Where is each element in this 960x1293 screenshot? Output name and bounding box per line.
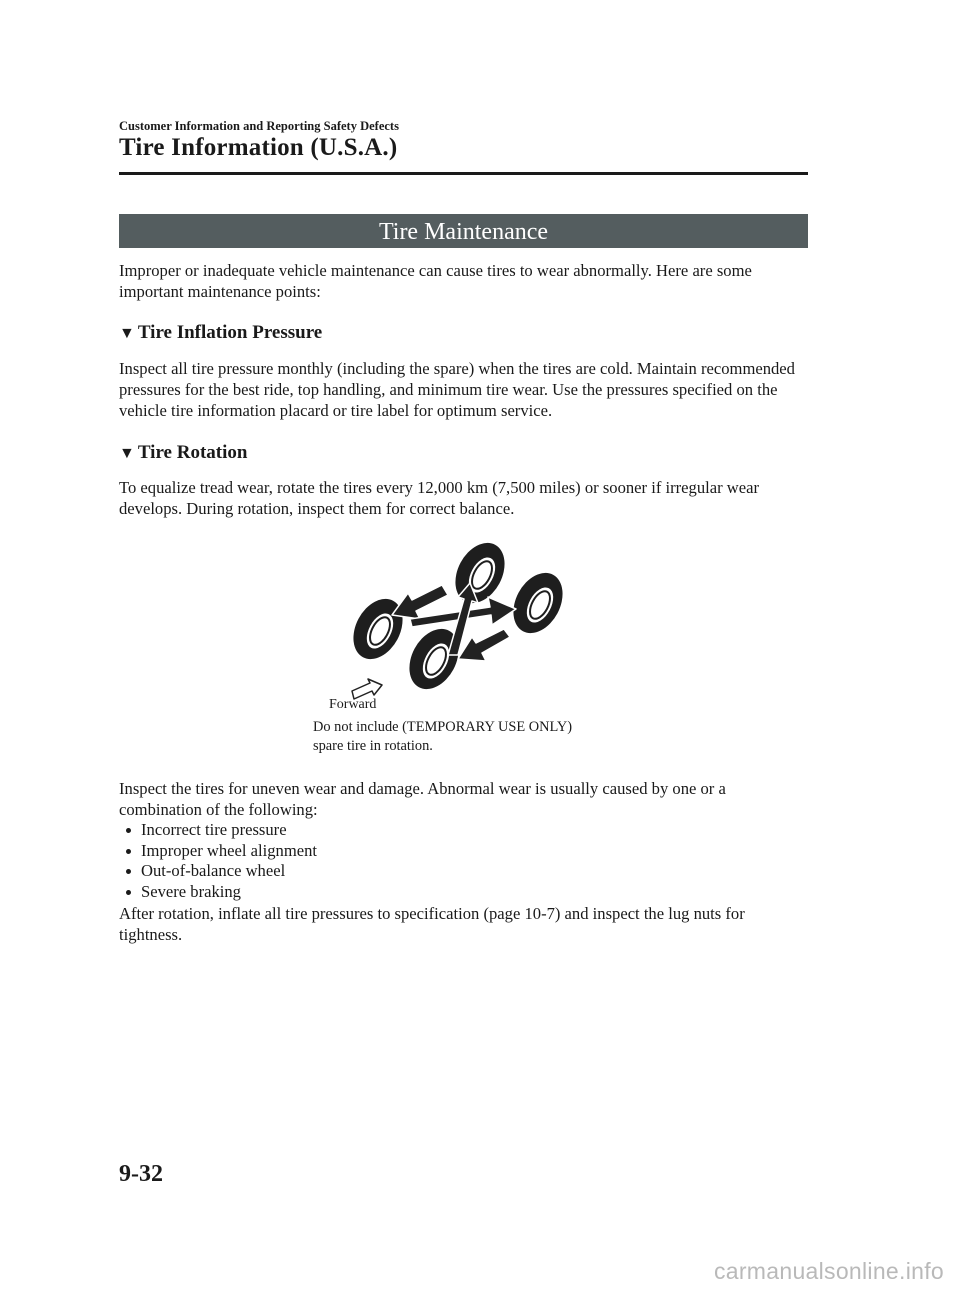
rotation-arrow-front-right-to-rear-right	[458, 629, 510, 661]
caption-line-1: Do not include (TEMPORARY USE ONLY)	[313, 719, 573, 735]
inflation-heading-label: Tire Inflation Pressure	[137, 322, 323, 343]
triangle-marker-icon: ▼	[119, 445, 135, 462]
causes-list	[124, 820, 317, 902]
rotation-heading	[119, 442, 247, 464]
list-item: Incorrect tire pressure	[124, 820, 317, 841]
inflation-heading	[119, 322, 322, 344]
tire-front-left	[446, 534, 515, 611]
page-number: 9-32	[119, 1161, 163, 1187]
page-title: Tire Information (U.S.A.)	[119, 134, 398, 161]
inflation-paragraph: Inspect all tire pressure monthly (including the spare) when the tires are cold. Maintain recommended pressures for the best ride, top handling, and minimum tire wear. Use the pressures specified on the vehicle tire information placard or tire label for optimum service.	[119, 359, 795, 420]
list-item: Improper wheel alignment	[124, 841, 317, 862]
after-rotation-paragraph: After rotation, inflate all tire pressures to specification (page 10-7) and inspect the lug nuts for tightness.	[119, 904, 745, 944]
inspection-paragraph: Inspect the tires for uneven wear and damage. Abnormal wear is usually caused by one or a combination of the following:	[119, 779, 726, 819]
title-rule	[119, 172, 808, 175]
diagram-caption	[313, 718, 653, 756]
breadcrumb: Customer Information and Reporting Safety Defects	[119, 119, 399, 133]
rotation-paragraph: To equalize tread wear, rotate the tires every 12,000 km (7,500 miles) or sooner if irregular wear develops. During rotation, inspect them for correct balance.	[119, 478, 760, 518]
forward-label: Forward	[329, 697, 377, 712]
triangle-marker-icon: ▼	[119, 325, 135, 342]
intro-paragraph: Improper or inadequate vehicle maintenance can cause tires to wear abnormally. Here are some important maintenance points:	[119, 261, 752, 301]
tire-front-right	[504, 564, 573, 641]
watermark: carmanualsonline.info	[713, 1258, 944, 1284]
section-banner: Tire Maintenance	[119, 214, 808, 248]
list-item: Severe braking	[124, 882, 317, 903]
tire-rotation-diagram	[330, 533, 590, 718]
rotation-heading-label: Tire Rotation	[137, 442, 248, 463]
forward-arrow-icon	[352, 679, 382, 699]
list-item: Out-of-balance wheel	[124, 861, 317, 882]
caption-line-2: spare tire in rotation.	[313, 738, 433, 754]
